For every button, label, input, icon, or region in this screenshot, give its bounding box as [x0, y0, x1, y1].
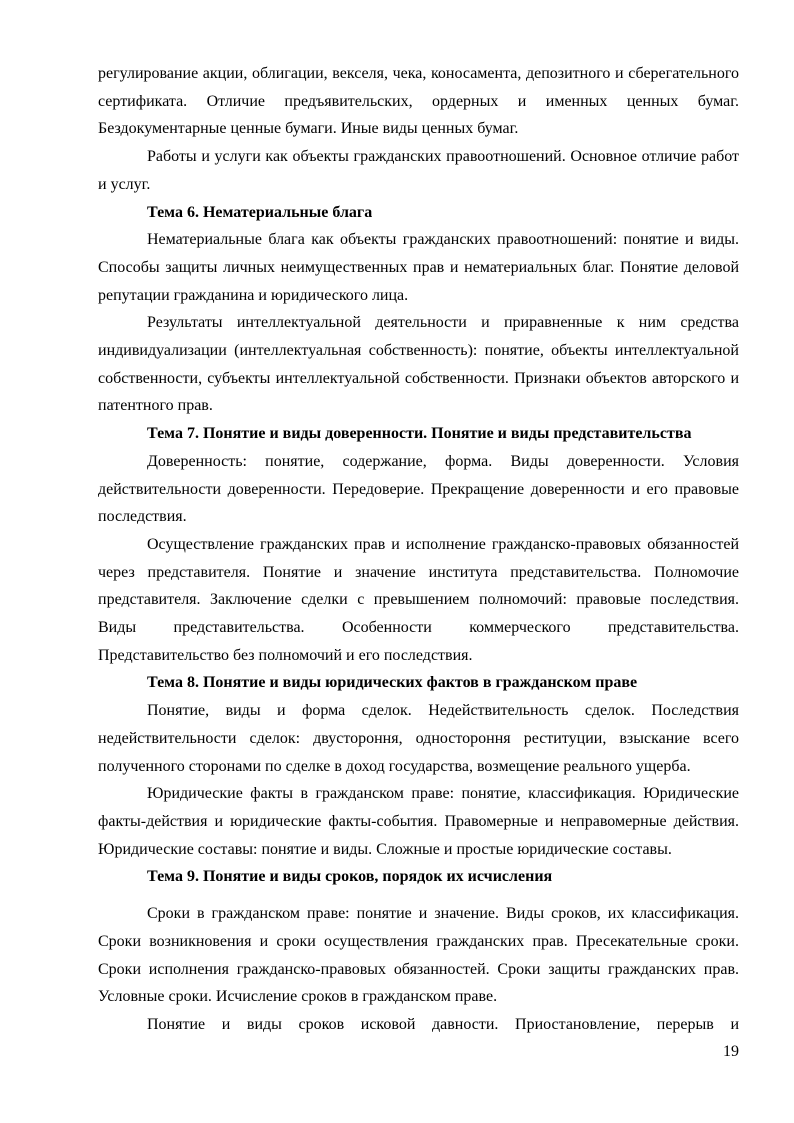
paragraph-intellectual-property: Результаты интеллектуальной деятельности и приравненные к ним средства индивидуализации (интеллектуальная собственность): понятие, объекты интеллектуальной собственности, субъекты интеллектуальной собственности. Признаки объектов авторского и патентного прав.: [98, 314, 739, 415]
document-body: [98, 60, 739, 1039]
heading-tema-8: Тема 8. Понятие и виды юридических фактов в гражданском праве: [147, 674, 638, 692]
paragraph-power-of-attorney: Доверенность: понятие, содержание, форма. Виды доверенности. Условия действительности доверенности. Передоверие. Прекращение доверенности и его правовые последствия.: [98, 452, 739, 526]
paragraph-securities-continuation: регулирование акции, облигации, векселя, чека, коносамента, депозитного и сберегательного сертификата. Отличие предъявительских, ордерных и именных ценных бумаг. Бездокументарные ценные бумаги. Иные виды ценных бумаг.: [98, 65, 739, 138]
page-number: 19: [723, 1043, 739, 1060]
paragraph-intangible-goods: Нематериальные блага как объекты гражданских правоотношений: понятие и виды. Способы защиты личных неимущественных прав и нематериальных благ. Понятие деловой репутации гражданина и юридического лица.: [98, 231, 739, 304]
paragraph-representation: Осуществление гражданских прав и исполнение гражданско-правовых обязанностей через представителя. Понятие и значение института представительства. Полномочие представителя. Заключение сделки с превышением полномочий: правовые последствия. Виды представительства. Особенности коммерческого представительства. Представительство без полномочий и его последствия.: [98, 535, 739, 664]
paragraph-transactions: Понятие, виды и форма сделок. Недействительность сделок. Последствия недействительности сделок: двустороння, одностороння реституции, взыскание всего полученного сторонами по сделке в доход государства, возмещение реального ущерба.: [98, 702, 739, 775]
paragraph-works-services: Работы и услуги как объекты гражданских правоотношений. Основное отличие работ и услуг.: [98, 148, 739, 193]
paragraph-legal-facts: Юридические факты в гражданском праве: понятие, классификация. Юридические факты-действия и юридические факты-события. Правомерные и неправомерные действия. Юридические составы: понятие и виды. Сложные и простые юридические составы.: [98, 785, 739, 858]
heading-tema-6: Тема 6. Нематериальные блага: [147, 203, 373, 221]
paragraph-terms: Сроки в гражданском праве: понятие и значение. Виды сроков, их классификация. Сроки возникновения и сроки осуществления гражданских прав. Пресекательные сроки. Сроки исполнения гражданско-правовых обязанностей. Сроки защиты гражданских прав. Условные сроки. Исчисление сроков в гражданском праве.: [98, 905, 739, 1006]
heading-tema-9: Тема 9. Понятие и виды сроков, порядок их исчисления: [147, 868, 553, 886]
paragraph-limitation-periods: Понятие и виды сроков исковой давности. Приостановление, перерыв и: [147, 1015, 739, 1033]
heading-tema-7: Тема 7. Понятие и виды доверенности. Понятие и виды представительства: [147, 425, 692, 443]
